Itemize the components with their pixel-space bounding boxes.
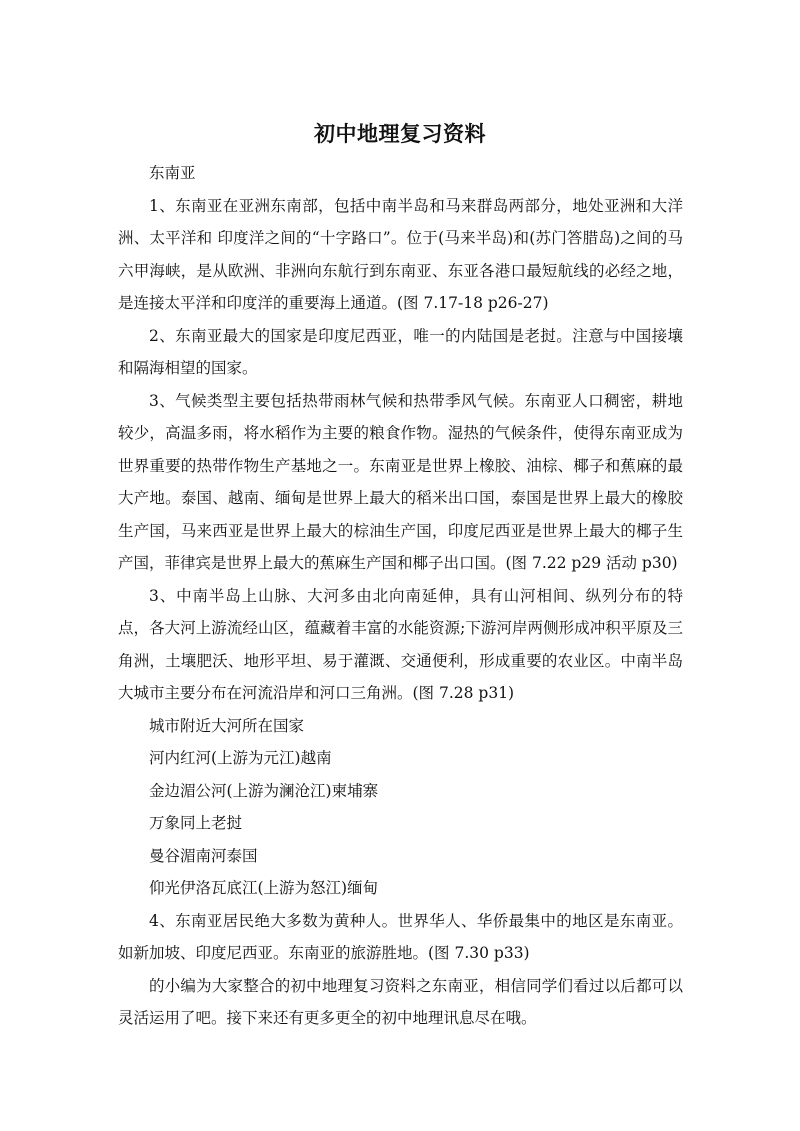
- list-item: 河内红河(上游为元江)越南: [149, 749, 332, 767]
- section-heading: 东南亚: [149, 164, 196, 182]
- list-item: 金边湄公河(上游为澜沧江)柬埔寨: [149, 781, 379, 800]
- paragraph-5: 4、东南亚居民绝大多数为黄种人。世界华人、华侨最集中的地区是东南亚。如新加坡、印度尼西亚。东南亚的旅游胜地。(图 7.30 p33): [118, 911, 683, 962]
- document-title: 初中地理复习资料: [314, 122, 486, 146]
- paragraph-3: 3、气候类型主要包括热带雨林气候和热带季风气候。东南亚人口稠密，耕地较少，高温多雨，将水稻作为主要的粮食作物。湿热的气候条件，使得东南亚成为世界重要的热带作物生产基地之一。东南亚是世界上橡胶、油棕、椰子和蕉麻的最大产地。泰国、越南、缅甸是世界上最大的稻米出口国，泰国是世界上最大的橡胶生产国，马来西亚是世界上最大的棕油生产国，印度尼西亚是世界上最大的椰子生产国，菲律宾是世界上最大的蕉麻生产国和椰子出口国。(图 7.22 p29 活动 p30): [118, 391, 683, 572]
- list-item: 仰光伊洛瓦底江(上游为怒江)缅甸: [149, 879, 379, 897]
- list-item: 曼谷湄南河泰国: [149, 846, 258, 865]
- document-body: [118, 157, 683, 1035]
- paragraph-4: 3、中南半岛上山脉、大河多由北向南延伸，具有山河相间、纵列分布的特点，各大河上游流经山区，蕴藏着丰富的水能资源;下游河岸两侧形成冲积平原及三角洲，土壤肥沃、地形平坦、易于灌溉、交通便利，形成重要的农业区。中南半岛大城市主要分布在河流沿岸和河口三角洲。(图 7.28 p31): [118, 586, 683, 702]
- closing-paragraph: 的小编为大家整合的初中地理复习资料之东南亚，相信同学们看过以后都可以灵活运用了吧。接下来还有更多更全的初中地理讯息尽在哦。: [118, 976, 683, 1027]
- list-item: 万象同上老挝: [149, 814, 243, 832]
- list-header: 城市附近大河所在国家: [149, 716, 305, 735]
- paragraph-2: 2、东南亚最大的国家是印度尼西亚，唯一的内陆国是老挝。注意与中国接壤和隔海相望的国家。: [118, 326, 683, 377]
- paragraph-1: 1、东南亚在亚洲东南部，包括中南半岛和马来群岛两部分，地处亚洲和大洋洲、太平洋和 印度洋之间的“十字路口”。位于(马来半岛)和(苏门答腊岛)之间的马六甲海峡，是从欧洲、非洲向东航行到东南亚、东亚各港口最短航线的必经之地，是连接太平洋和印度洋的重要海上通道。(图 7.17-18 p26-27): [118, 196, 683, 312]
